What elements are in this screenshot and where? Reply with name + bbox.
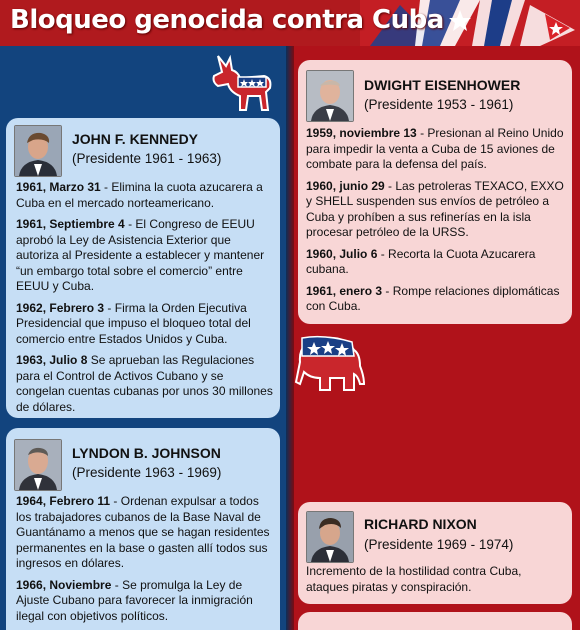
event-list [306, 126, 568, 321]
event-date: 1966, Noviembre [16, 577, 112, 592]
president-term: (Presidente 1953 - 1961) [364, 97, 514, 112]
event-item [306, 564, 564, 595]
president-name: RICHARD NIXON [364, 516, 477, 532]
event-item [16, 217, 274, 295]
event-text: El Congreso de EEUU aprobó la Ley de Asistencia Exterior que autoriza al Presidente a establecer y mantener “un embargo total sobre el comercio” entre EEUU y Cuba. [16, 217, 265, 293]
president-term: (Presidente 1963 - 1969) [72, 465, 222, 480]
johnson-portrait [14, 439, 62, 491]
event-item [306, 247, 568, 278]
president-card-kennedy [6, 118, 280, 418]
elephant-icon [294, 334, 368, 394]
donkey-icon [208, 52, 276, 114]
event-item [16, 494, 274, 572]
event-date: 1961, enero 3 [306, 283, 383, 298]
event-list [16, 180, 274, 421]
event-item [16, 353, 274, 415]
column-divider [286, 46, 294, 630]
event-separator: - [377, 246, 389, 261]
eisenhower-portrait [306, 70, 354, 122]
president-card-next [298, 612, 572, 630]
event-separator: - [384, 178, 396, 193]
president-term: (Presidente 1969 - 1974) [364, 537, 514, 552]
event-item [306, 284, 568, 315]
event-text: Presionan al Reino Unido para impedir la venta a Cuba de 15 aviones de combate para la defensa del país. [306, 126, 564, 171]
event-date: 1960, junio 29 [306, 178, 385, 193]
president-term: (Presidente 1961 - 1963) [72, 151, 222, 166]
event-separator: - [100, 180, 112, 194]
event-item [306, 179, 568, 241]
president-name: LYNDON B. JOHNSON [72, 445, 221, 461]
event-item [306, 126, 568, 173]
event-list [16, 494, 274, 630]
event-date: 1960, Julio 6 [306, 246, 378, 261]
event-text: Elimina la cuota azucarera a Cuba en el mercado norteamericano. [16, 180, 263, 210]
event-text: Las petroleras TEXACO, EXXO y SHELL suspenden sus envíos de petróleo a Cuba y prohíben a sus refinerías en la isla procesar petróleo de la URSS. [306, 178, 564, 239]
event-separator: - [124, 217, 136, 231]
event-separator: - [416, 126, 428, 140]
page-title: Bloqueo genocida contra Cuba [10, 5, 444, 35]
event-separator: - [104, 300, 115, 315]
event-date: 1963, Julio 8 [16, 353, 88, 367]
event-separator: - [111, 577, 123, 592]
event-item [16, 578, 274, 625]
header-banner [0, 0, 580, 46]
president-card-nixon [298, 502, 572, 604]
kennedy-portrait [14, 125, 62, 177]
nixon-portrait [306, 511, 354, 563]
event-date: 1961, Marzo 31 [16, 180, 101, 194]
event-item [16, 301, 274, 348]
event-text: Ordenan expulsar a todos los trabajadores cubanos de la Base Naval de Guantánamo a menos que se hagan residentes permanentes en la base o gasten allí todos sus ingresos en dólares. [16, 494, 270, 570]
event-text: Firma la Orden Ejecutiva Presidencial que impuso el bloqueo total del comercio entre Estados Unidos y Cuba. [16, 300, 251, 346]
event-separator: - [382, 283, 393, 298]
event-separator: - [110, 494, 121, 508]
event-text: Rompe relaciones diplomáticas con Cuba. [306, 283, 560, 313]
president-name: DWIGHT EISENHOWER [364, 77, 521, 93]
event-text: Incremento de la hostilidad contra Cuba, ataques piratas y conspiración. [306, 564, 522, 594]
event-list [306, 564, 564, 601]
president-card-eisenhower [298, 60, 572, 324]
event-date: 1962, Febrero 3 [16, 300, 105, 315]
event-text: Recorta la Cuota Azucarera cubana. [306, 246, 536, 276]
president-name: JOHN F. KENNEDY [72, 131, 199, 147]
event-text: Se promulga la Ley de Ajuste Cubano para favorecer la inmigración ilegal con objetivos políticos. [16, 577, 253, 623]
event-item [16, 180, 274, 211]
event-text: Se aprueban las Regulaciones para el Control de Activos Cubano y se congelan cuentas cubanas por unos 30 millones de dólares. [16, 353, 273, 414]
president-card-johnson [6, 428, 280, 630]
event-date: 1961, Septiembre 4 [16, 217, 125, 231]
event-date: 1959, noviembre 13 [306, 126, 417, 140]
event-date: 1964, Febrero 11 [16, 494, 111, 508]
